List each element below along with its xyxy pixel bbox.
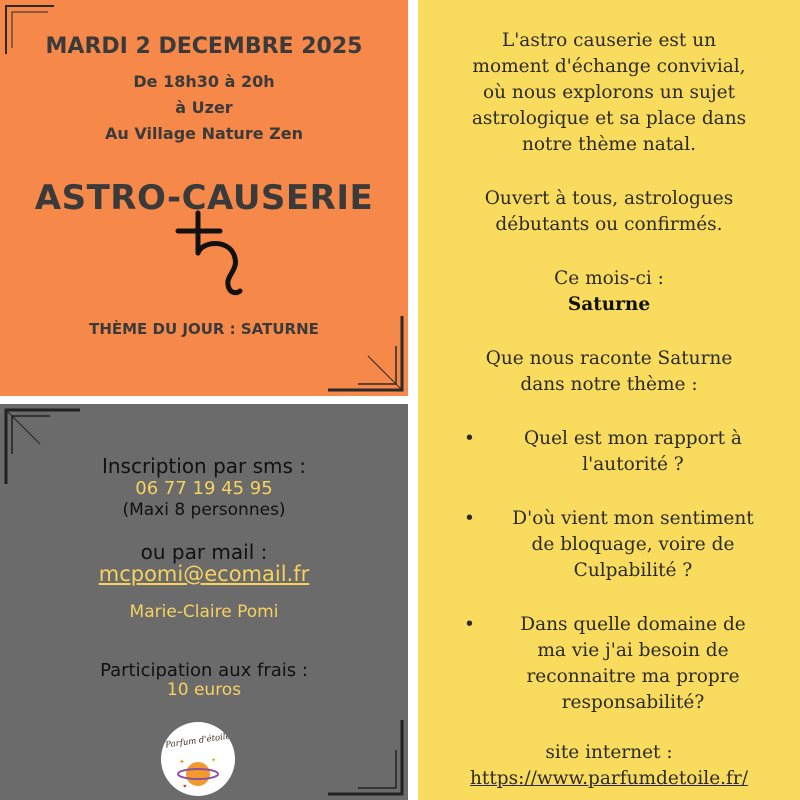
fee-amount: 10 euros bbox=[166, 680, 242, 700]
saturn-symbol-icon bbox=[170, 205, 250, 300]
brand-logo-text: Parfum d'étoile bbox=[164, 731, 232, 751]
list-item-line: reconnaitre ma propre bbox=[526, 666, 740, 687]
event-venue: Au Village Nature Zen bbox=[105, 124, 303, 143]
bullet-icon: • bbox=[464, 508, 475, 529]
svg-text:✦: ✦ bbox=[179, 758, 185, 766]
audience-line: Ouvert à tous, astrologues bbox=[484, 188, 734, 209]
intro-line: astrologique et sa place dans bbox=[471, 108, 747, 129]
corner-ornament-bottom-right bbox=[298, 690, 408, 800]
organizer-name: Marie-Claire Pomi bbox=[129, 602, 279, 622]
event-date: MARDI 2 DECEMBRE 2025 bbox=[45, 34, 363, 59]
bullet-icon: • bbox=[464, 428, 475, 449]
planet-icon bbox=[175, 752, 221, 792]
intro-line: L'astro causerie est un bbox=[501, 30, 717, 51]
bullet-icon: • bbox=[464, 614, 475, 635]
month-topic: Saturne bbox=[567, 294, 651, 315]
corner-ornament-bottom-right bbox=[298, 286, 408, 396]
svg-text:✦: ✦ bbox=[211, 758, 217, 764]
list-item-line: Dans quelle domaine de bbox=[520, 614, 746, 635]
sms-label: Inscription par sms : bbox=[101, 454, 307, 478]
list-item-line: l'autorité ? bbox=[582, 454, 684, 475]
question-intro-line: Que nous raconte Saturne bbox=[485, 348, 733, 369]
event-place: à Uzer bbox=[175, 98, 233, 117]
svg-text:♥: ♥ bbox=[183, 784, 187, 790]
intro-line: moment d'échange convivial, bbox=[472, 56, 746, 77]
list-item-line: responsabilité? bbox=[561, 692, 705, 713]
event-panel bbox=[0, 0, 408, 396]
event-title: ASTRO-CAUSERIE bbox=[34, 178, 374, 218]
list-item-line: ma vie j'ai besoin de bbox=[537, 640, 729, 661]
contact-panel bbox=[0, 404, 408, 800]
brand-logo bbox=[161, 722, 235, 796]
max-participants: (Maxi 8 personnes) bbox=[122, 500, 286, 520]
month-label: Ce mois-ci : bbox=[554, 268, 664, 289]
description-panel bbox=[418, 0, 800, 800]
theme-of-day: THÈME DU JOUR : SATURNE bbox=[89, 320, 319, 338]
audience-line: débutants ou confirmés. bbox=[495, 214, 723, 235]
email-link[interactable]: mcpomi@ecomail.fr bbox=[98, 562, 310, 586]
intro-line: où nous explorons un sujet bbox=[482, 82, 736, 103]
question-intro-line: dans notre thème : bbox=[520, 374, 698, 395]
intro-line: notre thème natal. bbox=[521, 134, 697, 155]
mail-label: ou par mail : bbox=[140, 540, 268, 564]
phone-number[interactable]: 06 77 19 45 95 bbox=[135, 478, 273, 499]
list-item-line: Culpabilité ? bbox=[573, 560, 693, 581]
list-item-line: D'où vient mon sentiment bbox=[512, 508, 754, 529]
event-time: De 18h30 à 20h bbox=[133, 72, 275, 91]
list-item-line: de bloquage, voire de bbox=[531, 534, 735, 555]
list-item-line: Quel est mon rapport à bbox=[524, 428, 742, 449]
fee-label: Participation aux frais : bbox=[100, 660, 308, 681]
site-label: site internet : bbox=[545, 742, 673, 763]
site-link[interactable]: https://www.parfumdetoile.fr/ bbox=[470, 768, 748, 789]
